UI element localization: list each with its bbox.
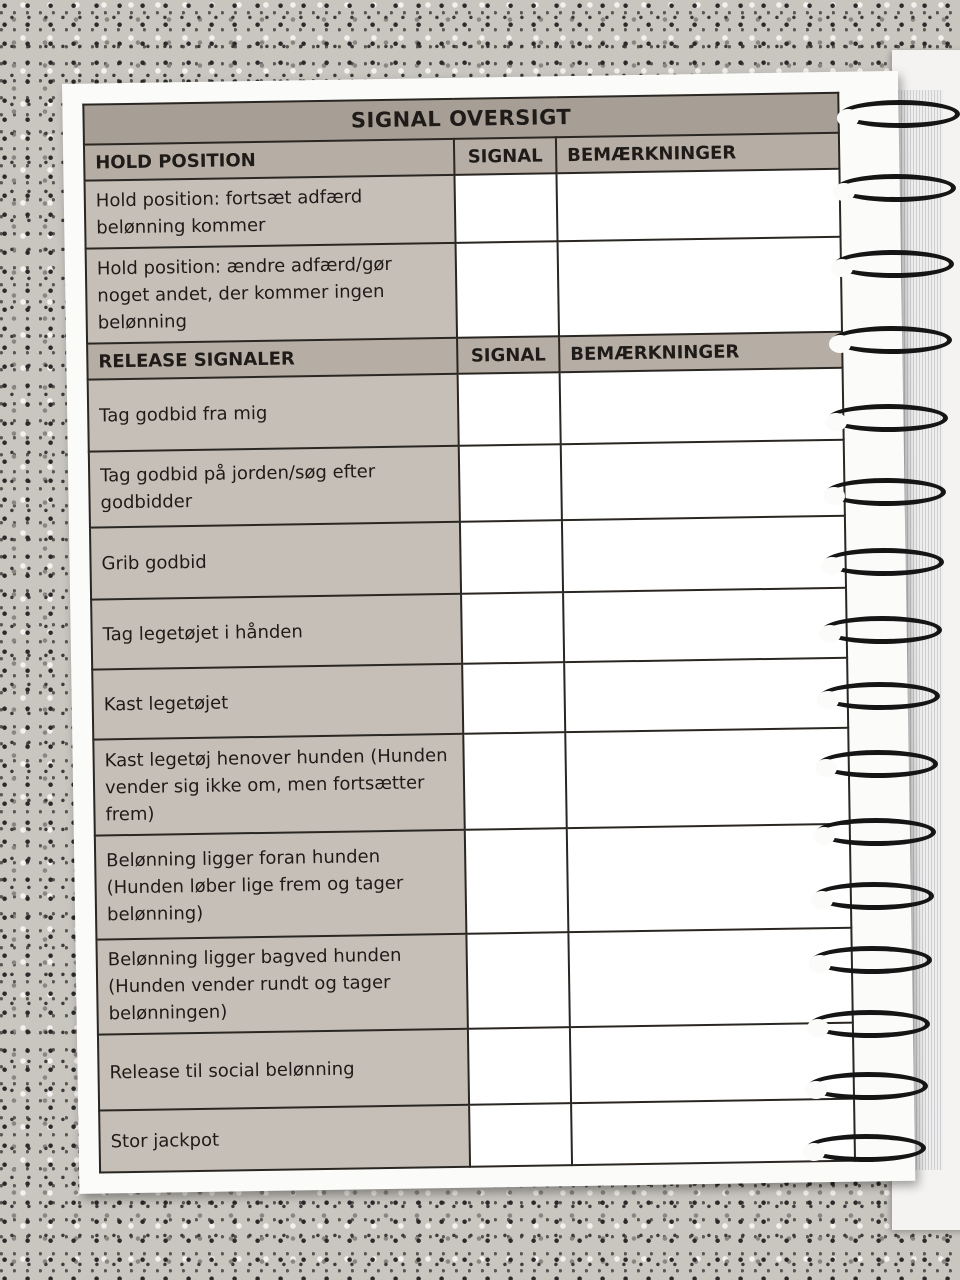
signal-cell [469, 1103, 572, 1167]
notes-cell [564, 658, 848, 732]
table-row [88, 368, 844, 452]
signal-cell [458, 372, 561, 446]
row-label: Tag legetøjet i hånden [91, 594, 462, 670]
row-label: Hold position: fortsæt adfærd belønning kommer [85, 175, 456, 249]
notes-cell [563, 588, 847, 662]
notes-cell [558, 237, 842, 336]
signal-column-header: SIGNAL [457, 336, 560, 374]
spiral-coil [836, 174, 956, 202]
table-row [91, 588, 847, 670]
notes-cell [561, 440, 845, 520]
row-label: Belønning ligger bagved hunden (Hunden vender rundt og tager belønningen) [96, 934, 467, 1035]
table-row [95, 824, 852, 940]
spiral-coil [812, 946, 932, 974]
row-label: Belønning ligger foran hunden (Hunden løber lige frem og tager belønning) [95, 830, 467, 940]
table-row [85, 169, 841, 249]
signal-cell [466, 932, 569, 1029]
notes-cell [556, 169, 840, 241]
spiral-coil [822, 616, 942, 644]
notes-cell [562, 516, 846, 592]
row-label: Kast legetøjet [92, 664, 463, 740]
section-heading: HOLD POSITION [84, 139, 455, 181]
spiral-coil [824, 548, 944, 576]
table-title: SIGNAL OVERSIGT [83, 93, 839, 145]
row-label: Kast legetøj henover hunden (Hunden vender sig ikke om, men fortsætter frem) [93, 734, 464, 836]
notes-column-header: BEMÆRKNINGER [556, 133, 840, 173]
table-row [93, 728, 849, 836]
spiral-coil [808, 1072, 928, 1100]
notes-cell [560, 368, 844, 444]
section-heading: RELEASE SIGNALER [87, 338, 458, 380]
row-label: Stor jackpot [99, 1105, 470, 1173]
table-row [98, 1023, 854, 1111]
table-row [90, 516, 846, 600]
spiral-coil [818, 750, 938, 778]
row-label: Hold position: ændre adfærd/gør noget andet, der kommer ingen belønning [86, 243, 457, 344]
spiral-coil [834, 250, 954, 278]
notebook-page [62, 71, 915, 1194]
spiral-coil [810, 1010, 930, 1038]
table-row [92, 658, 848, 740]
row-label: Tag godbid fra mig [88, 374, 459, 452]
spiral-coil [840, 100, 960, 128]
signal-cell [456, 241, 559, 338]
spiral-coil [832, 326, 952, 354]
row-label: Release til social belønning [98, 1029, 469, 1111]
table-row [99, 1099, 855, 1173]
signal-cell [463, 732, 566, 830]
signal-overview-table [82, 92, 856, 1174]
table-row [86, 237, 842, 344]
signal-cell [468, 1027, 571, 1105]
table-row [96, 928, 852, 1035]
row-label: Tag godbid på jorden/søg efter godbidder [89, 446, 460, 528]
notes-column-header: BEMÆRKNINGER [559, 332, 843, 372]
notes-cell [568, 928, 852, 1027]
spiral-coil [820, 682, 940, 710]
spiral-coil [814, 882, 934, 910]
signal-cell [454, 173, 557, 243]
signal-cell [459, 444, 562, 522]
spiral-coil [816, 818, 936, 846]
notes-cell [567, 824, 852, 932]
signal-cell [460, 520, 563, 594]
spiral-coil [806, 1134, 926, 1162]
table-row [89, 440, 845, 528]
row-label: Grib godbid [90, 522, 461, 600]
notes-cell [565, 728, 849, 828]
signal-cell [461, 592, 564, 664]
signal-column-header: SIGNAL [454, 137, 557, 175]
spiral-coil [828, 404, 948, 432]
spiral-coil [826, 478, 946, 506]
signal-cell [462, 662, 565, 734]
signal-cell [465, 828, 569, 934]
